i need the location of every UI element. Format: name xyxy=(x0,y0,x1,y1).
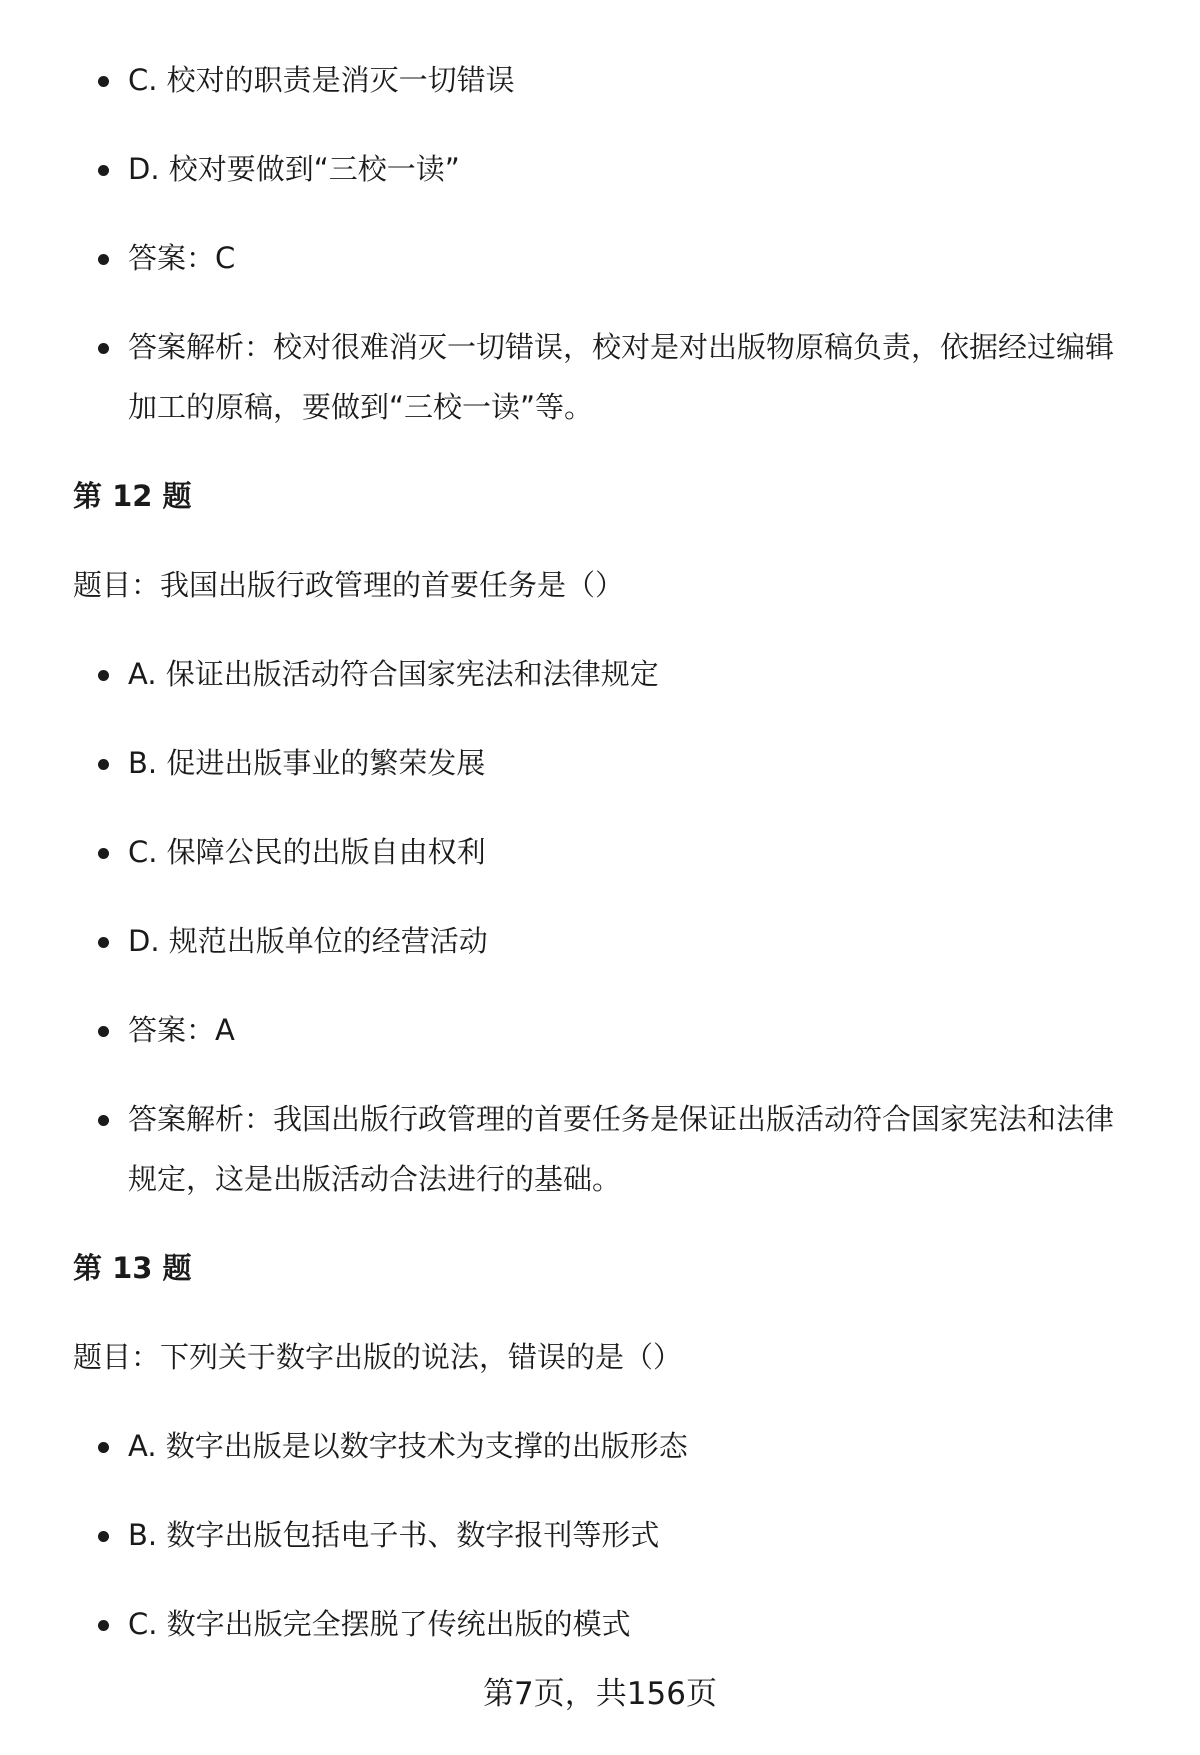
explanation xyxy=(0,317,1200,437)
explanation-line-1: 答案解析：我国出版行政管理的首要任务是保证出版活动符合国家宪法和法律 xyxy=(128,1102,1115,1136)
option-c: C. 保障公民的出版自由权利 xyxy=(0,822,1200,882)
option-d: D. 规范出版单位的经营活动 xyxy=(0,911,1200,971)
explanation-line-2: 加工的原稿，要做到“三校一读”等。 xyxy=(128,390,594,424)
question-13-options xyxy=(0,1416,1200,1654)
option-b: B. 促进出版事业的繁荣发展 xyxy=(0,733,1200,793)
explanation-line-2: 规定，这是出版活动合法进行的基础。 xyxy=(128,1162,622,1196)
answer: 答案：A xyxy=(0,1000,1200,1060)
question-12-options xyxy=(0,644,1200,1209)
answer: 答案：C xyxy=(0,228,1200,288)
question-13-stem: 题目：下列关于数字出版的说法，错误的是（） xyxy=(73,1340,683,1374)
option-a: A. 保证出版活动符合国家宪法和法律规定 xyxy=(0,644,1200,704)
option-d: D. 校对要做到“三校一读” xyxy=(0,139,1200,199)
question-12-stem: 题目：我国出版行政管理的首要任务是（） xyxy=(73,568,625,602)
question-12-heading: 第 12 题 xyxy=(73,479,192,513)
page-number: 第7页，共156页 xyxy=(483,1676,717,1712)
option-c: C. 数字出版完全摆脱了传统出版的模式 xyxy=(0,1594,1200,1654)
explanation xyxy=(0,1089,1200,1209)
prev-question-options xyxy=(0,50,1200,437)
option-c: C. 校对的职责是消灭一切错误 xyxy=(0,50,1200,110)
question-13-heading: 第 13 题 xyxy=(73,1251,192,1285)
option-b: B. 数字出版包括电子书、数字报刊等形式 xyxy=(0,1505,1200,1565)
explanation-line-1: 答案解析：校对很难消灭一切错误，校对是对出版物原稿负责，依据经过编辑 xyxy=(128,330,1115,364)
option-a: A. 数字出版是以数字技术为支撑的出版形态 xyxy=(0,1416,1200,1476)
